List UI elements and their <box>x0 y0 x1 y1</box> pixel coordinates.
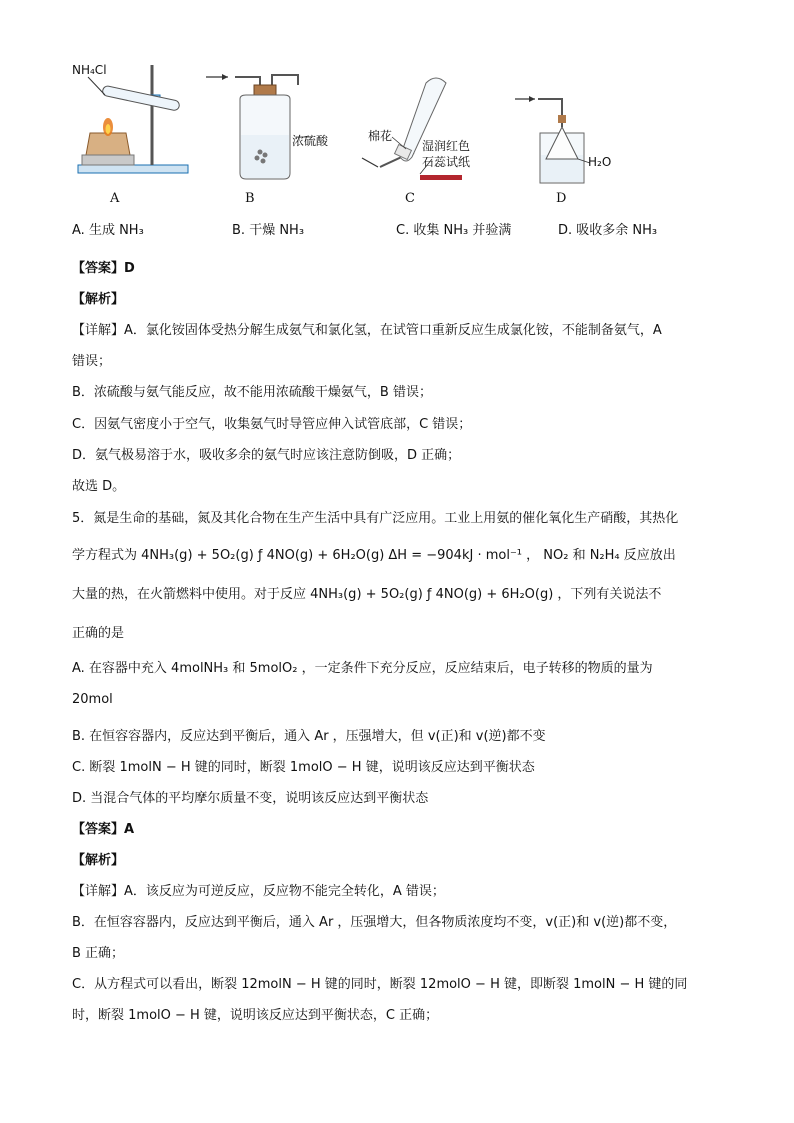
q4-detail-line: 【详解】A．氯化铵固体受热分解生成氨气和氯化氢，在试管口重新反应生成氯化铵，不能制备氨气，A <box>72 323 662 338</box>
q5-detail-line: 时，断裂 1molO − H 键，说明该反应达到平衡状态，C 正确； <box>72 1008 439 1023</box>
figure-b-drawing <box>206 74 312 179</box>
figure-d-liquid-label: H₂O <box>588 155 612 169</box>
q4-detail-line: B．浓硫酸与氨气能反应，故不能用浓硫酸干燥氨气，B 错误； <box>72 385 432 400</box>
apparatus-drawing <box>60 55 760 210</box>
q5-option-a: A. 在容器中充入 4molNH₃ 和 5molO₂ ，一定条件下充分反应，反应结束后，电子转移的物质的量为 <box>72 661 653 676</box>
q5-option-a-cont: 20mol <box>72 692 113 707</box>
figure-c-letter: C <box>405 191 415 206</box>
q5-detail-line: C．从方程式可以看出，断裂 12molN − H 键的同时，断裂 12molO − H 键，即断裂 1molN − H 键的同 <box>72 977 688 992</box>
figure-c-cotton-label: 棉花 <box>368 129 393 143</box>
q5-stem-line: 学方程式为 4NH₃(g) + 5O₂(g) ƒ 4NO(g) + 6H₂O(g) ΔH = −904kJ · mol⁻¹ ， NO₂ 和 N₂H₄ 反应放出 <box>72 548 676 563</box>
figure-d-letter: D <box>556 191 567 206</box>
figure-d-drawing <box>515 96 590 183</box>
figure-c-paper-label-2: 石蕊试纸 <box>422 155 471 169</box>
q5-analysis-title: 【解析】 <box>72 853 125 868</box>
figure-a-letter: A <box>110 191 120 206</box>
figure-b-letter: B <box>245 191 255 206</box>
figure-b-reagent-label: 浓硫酸 <box>292 134 329 148</box>
figure-a-drawing <box>78 65 188 173</box>
q5-stem-line: 正确的是 <box>72 626 125 641</box>
figure-a-reagent-label: NH₄Cl <box>72 63 107 77</box>
q5-detail-line: B 正确； <box>72 946 125 961</box>
q4-answer: 【答案】D <box>72 261 135 276</box>
q4-analysis-title: 【解析】 <box>72 292 125 307</box>
q4-detail-line: 错误； <box>72 354 112 369</box>
q5-option-b: B. 在恒容容器内，反应达到平衡后，通入 Ar ，压强增大，但 v(正)和 v(逆)都不变 <box>72 729 546 744</box>
q4-detail-line: C．因氨气密度小于空气，收集氨气时导管应伸入试管底部，C 错误； <box>72 417 472 432</box>
q4-option-b: B. 干燥 NH₃ <box>232 223 305 238</box>
q4-option-c: C. 收集 NH₃ 并验满 <box>396 223 512 238</box>
q5-option-c: C. 断裂 1molN − H 键的同时，断裂 1molO − H 键，说明该反应达到平衡状态 <box>72 760 535 775</box>
q4-option-a: A. 生成 NH₃ <box>72 223 144 238</box>
q5-answer: 【答案】A <box>72 822 135 837</box>
q5-option-d: D. 当混合气体的平均摩尔质量不变，说明该反应达到平衡状态 <box>72 791 429 806</box>
q4-detail-line: 故选 D。 <box>72 479 126 494</box>
apparatus-figures <box>60 55 760 210</box>
q4-option-d: D. 吸收多余 NH₃ <box>558 223 658 238</box>
q5-detail-line: 【详解】A．该反应为可逆反应，反应物不能完全转化，A 错误； <box>72 884 445 899</box>
q5-stem-line: 5．氮是生命的基础，氮及其化合物在生产生活中具有广泛应用。工业上用氨的催化氧化生产硝酸，其热化 <box>72 511 679 526</box>
q4-detail-line: D．氨气极易溶于水，吸收多余的氨气时应该注意防倒吸，D 正确； <box>72 448 461 463</box>
figure-c-paper-label-1: 湿润红色 <box>422 139 471 153</box>
q5-stem-line: 大量的热，在火箭燃料中使用。对于反应 4NH₃(g) + 5O₂(g) ƒ 4NO(g) + 6H₂O(g) ，下列有关说法不 <box>72 587 662 602</box>
q5-detail-line: B．在恒容容器内，反应达到平衡后，通入 Ar ，压强增大，但各物质浓度均不变，v(正)和 v(逆)都不变， <box>72 915 677 930</box>
